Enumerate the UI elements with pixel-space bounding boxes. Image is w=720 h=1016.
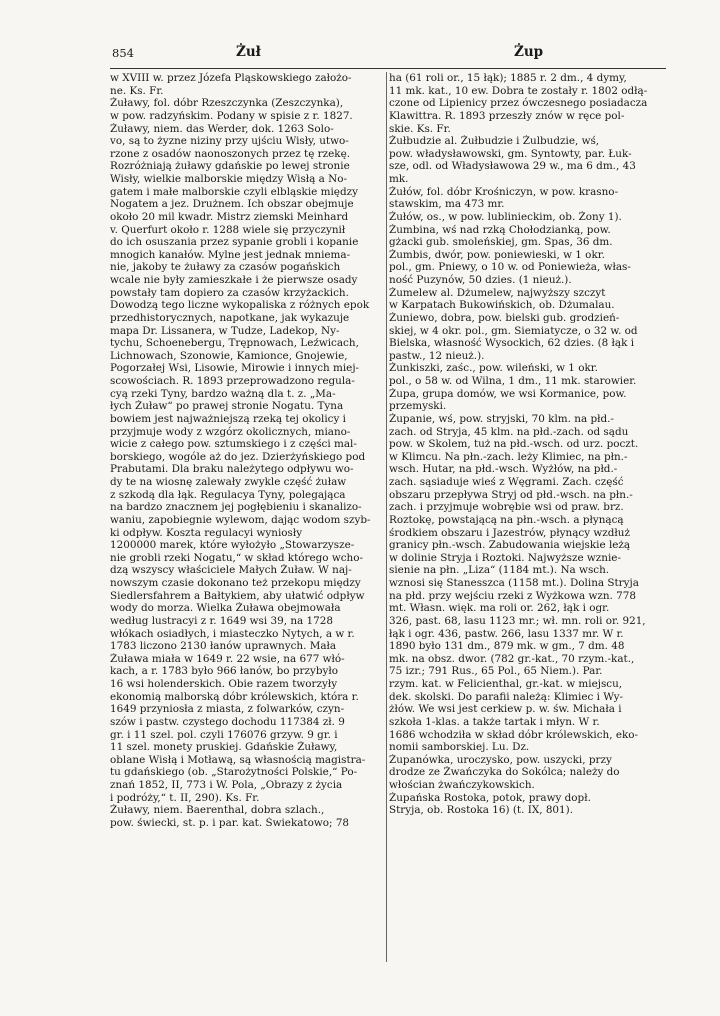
page-number: 854 (112, 46, 134, 60)
text-line: dzą wszyscy właściciele Małych Żuław. W naj- (110, 564, 352, 577)
text-line: ekonomią malborską dóbr królewskich, która r. (110, 690, 359, 703)
text-line: Nogatem a jez. Drużnem. Ich obszar obejmuje (110, 198, 354, 211)
running-head-left: Żuł (236, 44, 261, 60)
text-line: Żupańska Rostoka, potok, prawy dopł. (389, 791, 591, 804)
text-line: ność Puzynów, 50 dzies. (1 nieuż.). (389, 274, 572, 286)
text-line: Żupa, grupa domów, we wsi Kormanice, pow. (389, 387, 627, 400)
text-line: skie. Ks. Fr. (389, 122, 451, 135)
text-line: skiej, w 4 okr. pol., gm. Siemiatycze, o 32 w. od (389, 324, 638, 337)
text-line: Żułbudzie al. Żułbudzie i Żulbudzie, wś, (389, 135, 600, 148)
text-line: Żuławy, fol. dóbr Rzeszczynka (Zeszczynka), (110, 97, 344, 110)
left-column (110, 72, 380, 830)
text-line: 1783 liczono 2130 łanów uprawnych. Mała (110, 640, 337, 653)
text-line: w Karpatach Bukowińskich, ob. Dżumalau. (389, 299, 615, 312)
text-line: Klawittra. R. 1893 przeszły znów w ręce pol- (389, 109, 625, 122)
text-line: nie grobli rzeki Nogatu,“ w skład którego wcho- (110, 551, 364, 564)
text-line: obszaru przepływa Stryj od płd.-wsch. na płn.- (389, 488, 633, 501)
text-line: zach. od Stryja, 45 klm. na płd.-zach. od sądu (389, 425, 629, 438)
text-line: mt. Własn. więk. ma roli or. 262, łąk i ogr. (389, 602, 610, 615)
text-line: nie, jakoby te żuławy za czasów pogańskich (110, 261, 341, 274)
text-line: około 20 mil kwadr. Mistrz ziemski Meinhard (110, 210, 349, 223)
text-line: Siedlersfahrem a Bałtykiem, aby ułatwić odpływ (110, 589, 365, 602)
text-line: Żułów, os., w pow. lublinieckim, ob. Żony 1). (389, 210, 622, 223)
text-line: 75 izr.; 791 Rus., 65 Pol., 65 Niem.). Par. (389, 665, 603, 678)
text-line: ki odpływ. Koszta regulacyi wyniosły (110, 526, 303, 539)
text-line: 1649 przyniosła z miasta, z folwarków, czyn- (110, 703, 345, 716)
text-line: Żupanie, wś, pow. stryjski, 70 klm. na płd.- (389, 412, 614, 425)
text-line: z szkodą dla łąk. Regulacya Tyny, polegająca (110, 488, 346, 501)
text-line: Stryja, ob. Rostoka 16) (t. IX, 801). (389, 804, 574, 817)
text-line: Żumbis, dwór, pow. poniewieski, w 1 okr. (389, 248, 605, 261)
text-line: przedhistorycznych, napotkane, jak wykazuje (110, 311, 350, 324)
text-line: 16 wsi holenderskich. Obie razem tworzyły (110, 678, 338, 690)
right-column (389, 72, 663, 817)
text-line: dy te na wiosnę zalewały zwykle część żuław (110, 476, 347, 488)
text-line: na płd. przy wejściu rzeki z Wyżkowa wzn. 778 (389, 589, 636, 602)
text-line: łych Żuław“ po prawej stronie Nogatu. Tyna (110, 400, 344, 413)
text-line: oblane Wisłą i Motławą, są własnością magistra- (110, 753, 366, 766)
text-line: wody do morza. Wielka Żuława obejmowała (110, 602, 341, 615)
text-line: 1686 wchodziła w skład dóbr królewskich, eko- (389, 728, 639, 741)
header-rule (110, 68, 666, 69)
text-line: Żułów, fol. dóbr Krośniczyn, w pow. krasno- (389, 185, 619, 198)
text-line: zach. i przyjmuje wobrębie wsi od praw. brz. (389, 501, 624, 514)
text-line: stawskim, ma 473 mr. (389, 198, 505, 211)
text-line: w dolinie Stryja i Roztoki. Najwyższe wznie- (389, 551, 621, 564)
text-line: Żunkiszki, zaśc., pow. wileński, w 1 okr. (389, 362, 598, 375)
text-line: mnogich kanałów. Mylne jest jednak mniema- (110, 248, 351, 261)
column-divider (386, 72, 387, 962)
text-line: tu gdańskiego (ob. „Starożytności Polskie,“ Po- (110, 766, 358, 779)
text-line: ne. Ks. Fr. (110, 84, 164, 97)
text-line: mk. na obsz. dwor. (782 gr.-kat., 70 rzym.-kat., (389, 652, 635, 665)
text-line: do ich osuszania przez sypanie grobli i kopanie (110, 236, 359, 249)
text-line: łąk i ogr. 436, pastw. 266, lasu 1337 mr. W r. (389, 627, 624, 640)
text-line: ha (61 roli or., 15 łąk); 1885 r. 2 dm., 4 dymy, (389, 72, 627, 84)
text-line: gżacki gub. smoleńskiej, gm. Spas, 36 dm. (389, 236, 613, 249)
text-line: włókach osiadłych, i miasteczko Nytych, a w r. (110, 627, 355, 640)
text-line: 11 mk. kat., 10 ew. Dobra te zostały r. 1802 odłą- (389, 84, 648, 97)
text-line: rzone z osadów naonoszonych przez tę rzekę. (110, 147, 351, 160)
text-line: Żupanówka, uroczysko, pow. uszycki, przy (389, 753, 612, 766)
text-line: Prabutami. Dla braku należytego odpływu wo- (110, 463, 354, 476)
text-line: waniu, zapobiegnie wylewom, dając wodom szyb- (110, 513, 371, 526)
text-line: 326, past. 68, lasu 1123 mr.; wł. mn. roli or. 921, (389, 614, 646, 627)
text-line: żłów. We wsi jest cerkiew p. w. św. Michała i (389, 703, 622, 716)
text-line: wznosi się Stanesszca (1158 mt.). Dolina Stryja (389, 577, 639, 589)
text-line: rzym. kat. w Felicienthal, gr.-kat. w miejscu, (389, 678, 623, 690)
text-line: gr. i 11 szel. pol. czyli 176076 grzyw. 9 gr. i (110, 728, 338, 741)
text-line: borskiego, wogóle aż do jez. Dzierżyńskiego pod (110, 450, 366, 463)
text-line: Pogorzałej Wsi, Lisowie, Mirowie i innych miej- (110, 362, 360, 375)
text-line: znań 1852, II, 773 i W. Pola, „Obrazy z życia (110, 779, 343, 791)
page-header (112, 44, 662, 64)
text-line: przemyski. (389, 400, 447, 413)
text-line: granicy płn.-wsch. Zabudowania wiejskie leżą (389, 539, 631, 552)
text-line: Żuławy, niem. Baerenthal, dobra szlach., (110, 804, 325, 817)
text-line: v. Querfurt około r. 1288 wiele się przyczynił (110, 223, 346, 236)
text-line: vo, są to żyzne niziny przy ujściu Wisły, utwo- (110, 135, 349, 148)
text-line: Wisły, wielkie malborskie między Wisłą a No- (110, 173, 348, 185)
text-line: cyą rzeki Tyny, bardzo ważną dla t. z. „Ma- (110, 387, 336, 400)
text-line: sienie na płn. „Liza“ (1184 mt.). Na wsch. (389, 564, 610, 577)
text-line: pow. w Skolem, tuż na płd.-wsch. od urz. poczt. (389, 438, 639, 451)
text-line: gatem i małe malborskie czyli elbląskie między (110, 185, 358, 198)
text-line: włościan żwańczykowskich. (389, 779, 535, 791)
text-line: nomii samborskiej. Lu. Dz. (389, 741, 530, 754)
text-line: tychu, Schoenebergu, Trępnowach, Leźwicach, (110, 337, 359, 350)
text-line: w Klimcu. Na płn.-zach. leży Klimiec, na płn.- (389, 450, 628, 463)
text-line: nowszym czasie dokonano też przekopu między (110, 577, 361, 589)
text-line: pol., gm. Pniewy, o 10 w. od Poniewieża, włas- (389, 261, 631, 274)
text-line: scowościach. R. 1893 przeprowadzono regula- (110, 375, 355, 387)
text-line: pastw., 12 nieuż.). (389, 349, 485, 362)
text-line: przyjmuje wody z wzgórz okolicznych, miano- (110, 425, 351, 438)
text-line: 1200000 marek, które wyłożyło „Stowarzysze- (110, 539, 355, 552)
text-line: bowiem jest najważniejszą rzeką tej okolicy i (110, 412, 346, 425)
text-line: dek. skolski. Do parafii należą: Klimiec i Wy- (389, 690, 624, 703)
text-line: Rozróżniają żuławy gdańskie po lewej stronie (110, 160, 350, 173)
text-line: 1890 było 131 dm., 879 mk. w gm., 7 dm. 48 (389, 640, 625, 653)
text-line: wicie z całego pow. sztumskiego i z części mal- (110, 438, 357, 451)
text-line: w pow. radzyńskim. Podany w spisie z r. 1827. (110, 109, 353, 122)
text-line: 11 szel. monety pruskiej. Gdańskie Żuławy, (110, 741, 338, 754)
running-head-right: Żup (514, 44, 544, 60)
text-line: pow. władysławowski, gm. Syntowty, par. Łuk- (389, 147, 632, 160)
text-line: wsch. Hutar, na płd.-wsch. Wyżłów, na płd.- (389, 463, 618, 476)
text-line: szkoła 1-klas. a także tartak i młyn. W r. (389, 715, 600, 728)
text-line: szów i pastw. czystego dochodu 117384 zł. 9 (110, 715, 345, 728)
text-line: mapa Dr. Lissanera, w Tudze, Ladekop, Ny- (110, 324, 340, 337)
text-line: według lustracyi z r. 1649 wsi 39, na 1728 (110, 614, 333, 627)
text-line: kach, a r. 1783 było 966 łanów, bo przybyło (110, 665, 338, 678)
text-line: Żuniewo, dobra, pow. bielski gub. grodzień- (389, 311, 620, 324)
text-line: Bielska, własność Wysockich, 62 dzies. (8 łąk i (389, 337, 635, 350)
text-line: drodze ze Żwańczyka do Sokólca; należy do (389, 766, 620, 779)
text-line: wcale nie były zamieszkałe i że pierwsze osady (110, 274, 358, 286)
text-line: zach. sąsiaduje wieś z Węgrami. Zach. część (389, 476, 624, 488)
text-line: powstały tam dopiero za czasów krzyżackich. (110, 286, 349, 299)
text-line: na bardzo znacznem jej pogłębieniu i skanalizo- (110, 501, 362, 514)
text-line: środkiem obszaru i Jazestrów, płynący wzdłuż (389, 526, 630, 539)
text-line: Lichnowach, Szonowie, Kamionce, Gnojewie, (110, 349, 348, 362)
text-line: sze, odl. od Władysławowa 29 w., ma 6 dm., 43 (389, 160, 636, 173)
text-line: w XVIII w. przez Józefa Pląskowskiego założo- (110, 72, 352, 84)
text-line: mk. (389, 173, 409, 185)
text-line: Żuława miała w 1649 r. 22 wsie, na 677 włó- (110, 652, 345, 665)
text-line: pol., o 58 w. od Wilna, 1 dm., 11 mk. starowier. (389, 375, 637, 387)
text-line: Żumbina, wś nad rzką Chołodzianką, pow. (389, 223, 611, 236)
text-line: Roztokę, powstającą na płn.-wsch. a płynącą (389, 513, 624, 526)
text-line: Żuławy, niem. das Werder, dok. 1263 Solo- (110, 122, 334, 135)
text-line: pow. świecki, st. p. i par. kat. Świekatowo; 78 (110, 816, 350, 829)
text-line: i podróży,“ t. II, 290). Ks. Fr. (110, 791, 260, 804)
text-line: Dowodzą tego liczne wykopaliska z różnych epok (110, 299, 370, 312)
text-line: Żumelew al. Dżumelew, najwyższy szczyt (389, 286, 606, 299)
text-line: czone od Lipienicy przez ówczesnego posiadacza (389, 97, 648, 110)
